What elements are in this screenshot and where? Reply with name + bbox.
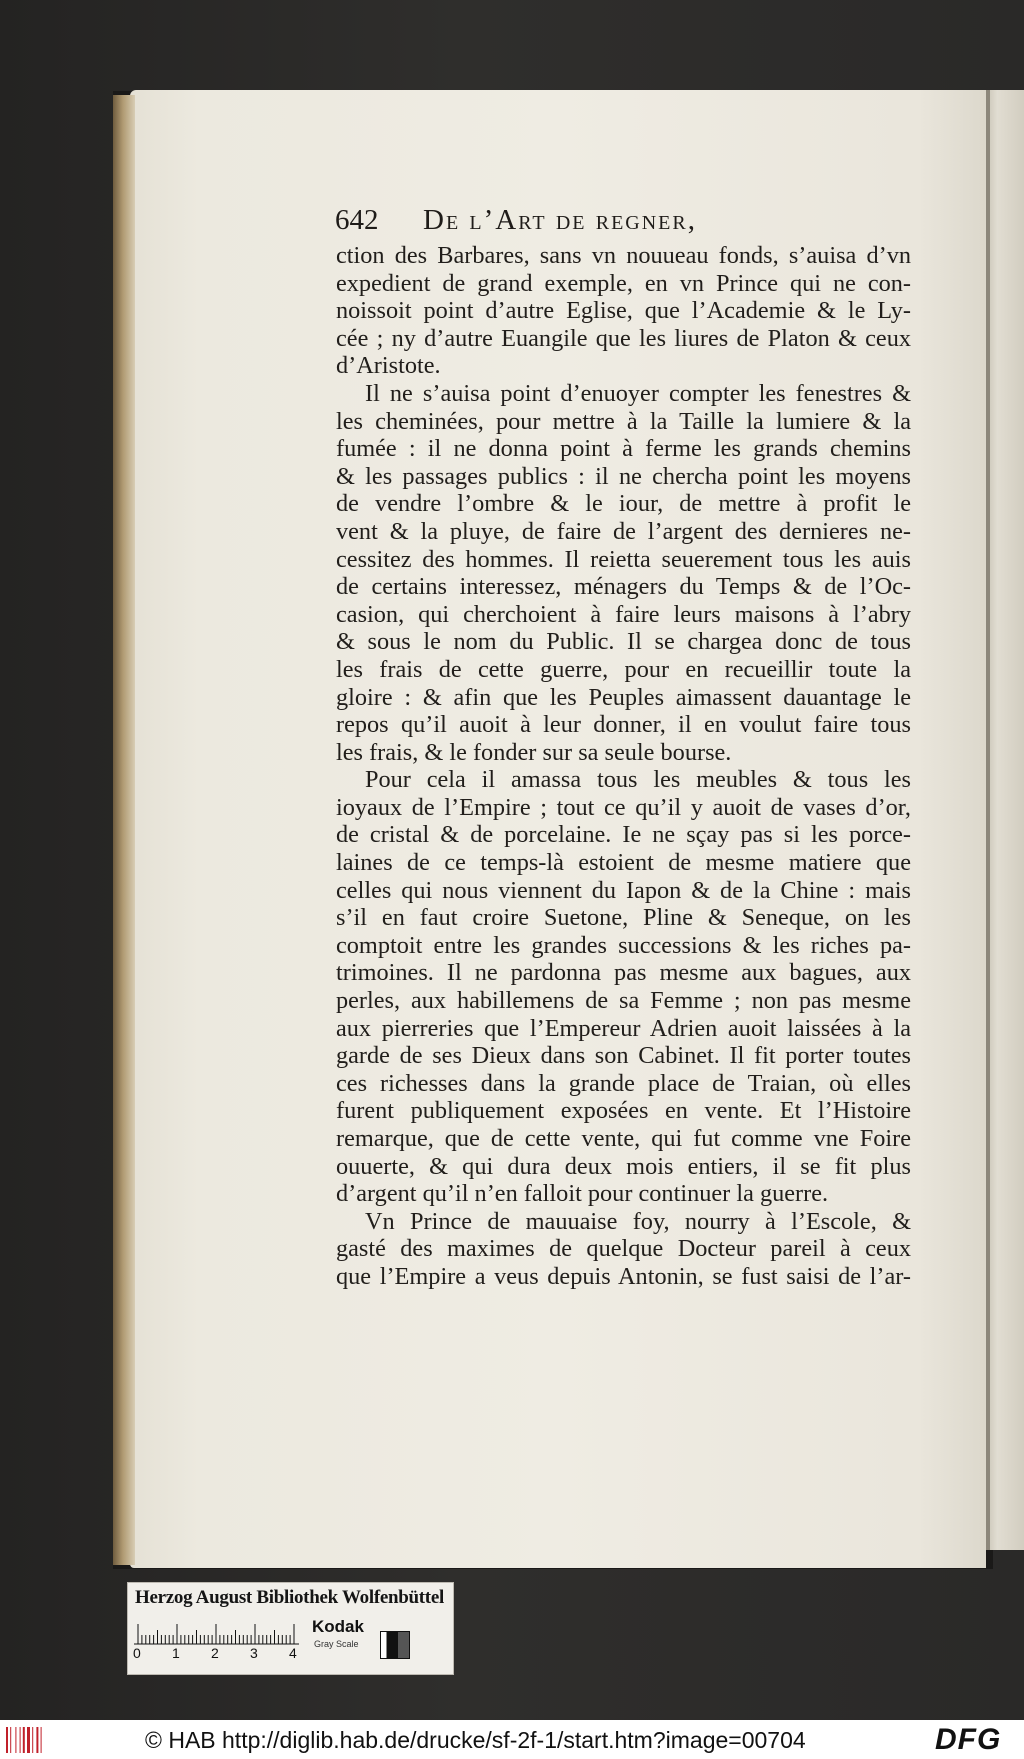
text-line: vent & la pluye, de faire de l’argent des dernieres ne- — [336, 517, 911, 545]
text-line: les frais de cette guerre, pour en recueillir toute la — [336, 655, 911, 683]
text-line: noissoit point d’autre Eglise, que l’Academie & le Ly- — [336, 297, 911, 325]
barcode-icon — [6, 1725, 46, 1755]
text-line: cessitez des hommes. Il reietta seuerement tous les auis — [336, 545, 911, 573]
text-line: celles qui nous viennent du Iapon & de la Chine : mais — [336, 876, 911, 904]
text-line: furent publiquement exposées en vente. Et l’Histoire — [336, 1097, 911, 1125]
text-line: remarque, que de cette vente, qui fut comme vne Foire — [336, 1125, 911, 1152]
text-line: aux pierreries que l’Empereur Adrien auoit laissées à la — [336, 1014, 911, 1042]
page-header — [335, 204, 905, 244]
text-line: gasté des maximes de quelque Docteur pareil à ceux — [336, 1235, 911, 1263]
text-line: garde de ses Dieux dans son Cabinet. Il fit porter toutes — [336, 1042, 911, 1070]
text-line: trimoines. Il ne pardonna pas mesme aux bagues, aux — [336, 959, 911, 987]
text-line: expedient de grand exemple, en vn Prince qui ne con- — [336, 269, 911, 297]
text-line: comptoit entre les grandes successions & les riches pa- — [336, 931, 911, 959]
text-line: laines de ce temps-là estoient de mesme matiere que — [336, 849, 911, 877]
text-line: casion, qui cherchoient à faire leurs maisons à l’abry — [336, 600, 911, 628]
running-title: De l’Art de regner, — [423, 204, 697, 236]
ruler-numbers — [133, 1645, 303, 1665]
gray-scale-label: Gray Scale — [314, 1639, 359, 1649]
ruler-number: 4 — [289, 1645, 297, 1661]
text-line: repos qu’il auoit à leur donner, il en voulut faire tous — [336, 711, 911, 739]
library-color-card — [127, 1582, 454, 1675]
text-line: d’argent qu’il n’en falloit pour continuer la guerre. — [336, 1180, 829, 1208]
text-line: Vn Prince de mauuaise foy, nourry à l’Escole, & — [365, 1207, 911, 1235]
text-line: perles, aux habillemens de sa Femme ; non pas mesme — [336, 987, 911, 1015]
library-name: Herzog August Bibliothek Wolfenbüttel — [135, 1587, 444, 1608]
text-line: & les passages publics : il ne chercha point les moyens — [336, 462, 911, 490]
text-line: ouuerte, & qui dura deux mois entiers, il se fit plus — [336, 1152, 911, 1180]
next-page-edge — [986, 90, 1024, 1550]
ruler-scale — [134, 1615, 299, 1645]
text-line: cée ; ny d’autre Euangile que les liures de Platon & ceux — [336, 324, 911, 352]
kodak-brand: Kodak — [312, 1617, 364, 1636]
page-fold — [986, 90, 990, 1550]
dfg-logo: DFG — [935, 1723, 1002, 1756]
page-binding-edge — [113, 95, 135, 1565]
text-line: ioyaux de l’Empire ; tout ce qu’il y auoit de vases d’or, — [336, 793, 911, 821]
ruler-number: 3 — [250, 1645, 258, 1661]
page-number: 642 — [335, 204, 379, 236]
source-link[interactable]: © HAB http://diglib.hab.de/drucke/sf-2f-1/start.htm?image=00704 — [145, 1727, 806, 1753]
text-line: ces richesses dans la grande place de Traian, où elles — [336, 1069, 911, 1097]
text-line: & sous le nom du Public. Il se chargea donc de tous — [336, 628, 911, 656]
text-line: de cristal & de porcelaine. Ie ne sçay pas si les porce- — [336, 821, 911, 849]
text-line: Il ne s’auisa point d’enuoyer compter les fenestres & — [365, 379, 911, 407]
text-line: de certains interessez, ménagers du Temps & de l’Oc- — [336, 573, 911, 601]
body-text — [336, 242, 911, 1291]
text-line: d’Aristote. — [336, 352, 441, 380]
ruler-number: 1 — [172, 1645, 180, 1661]
text-line: de vendre l’ombre & le iour, de mettre à profit le — [336, 490, 911, 518]
text-line: fumée : il ne donna point à ferme les grands chemins — [336, 435, 911, 463]
ruler-number: 2 — [211, 1645, 219, 1661]
text-line: les cheminées, pour mettre à la Taille la lumiere & la — [336, 407, 911, 435]
ruler-number: 0 — [133, 1645, 141, 1661]
text-line: gloire : & afin que les Peuples aimassent dauantage le — [336, 683, 911, 711]
text-line: les frais, & le fonder sur sa seule bourse. — [336, 738, 732, 766]
text-line: que l’Empire a veus depuis Antonin, se fust saisi de l’ar- — [336, 1262, 911, 1290]
gray-scale-patch — [380, 1631, 410, 1659]
text-line: ction des Barbares, sans vn nouueau fonds, s’auisa d’vn — [336, 242, 911, 269]
text-line: s’il en faut croire Suetone, Pline & Seneque, on les — [336, 904, 911, 932]
footer-bar — [0, 1720, 1024, 1759]
text-line: Pour cela il amassa tous les meubles & tous les — [365, 766, 911, 794]
